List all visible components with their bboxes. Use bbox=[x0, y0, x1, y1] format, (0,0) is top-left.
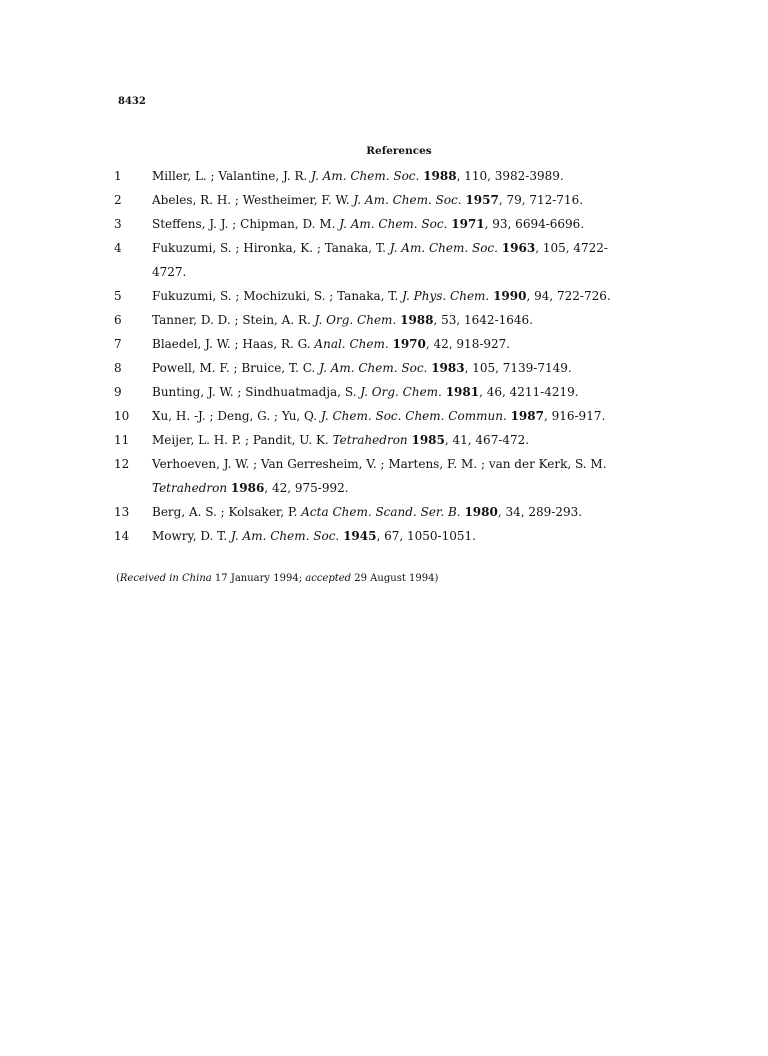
reference-year: 1970 bbox=[392, 337, 426, 351]
reference-number: 11 bbox=[114, 433, 130, 447]
reference-authors: Powell, M. F. ; Bruice, T. C. bbox=[152, 361, 316, 375]
reference-number: 9 bbox=[114, 385, 122, 399]
reference-journal: Tetrahedron bbox=[152, 481, 228, 495]
reference-number: 12 bbox=[114, 457, 130, 471]
reference-volume-pages: , 46, 4211-4219. bbox=[479, 385, 579, 399]
reference-authors: Xu, H. -J. ; Deng, G. ; Yu, Q. bbox=[152, 409, 318, 423]
reference-number: 4 bbox=[114, 241, 122, 255]
reference-journal: Anal. Chem. bbox=[314, 337, 389, 351]
reference-volume-pages: , 110, 3982-3989. bbox=[456, 169, 564, 183]
reference-number: 6 bbox=[114, 313, 122, 327]
received-label: Received in China bbox=[119, 573, 212, 584]
reference-number: 5 bbox=[114, 289, 122, 303]
reference-number: 8 bbox=[114, 361, 122, 375]
reference-year: 1985 bbox=[411, 433, 445, 447]
reference-volume-pages: , 53, 1642-1646. bbox=[433, 313, 533, 327]
reference-journal: J. Am. Chem. Soc. bbox=[231, 529, 340, 543]
reference-authors: Verhoeven, J. W. ; Van Gerresheim, V. ; Martens, F. M. ; van der Kerk, S. M. bbox=[152, 457, 607, 471]
reference-year: 1987 bbox=[510, 409, 544, 423]
reference-year: 1986 bbox=[230, 481, 265, 495]
reference-volume-pages: , 916-917. bbox=[543, 409, 606, 423]
reference-year: 1983 bbox=[431, 361, 465, 375]
reference-year: 1988 bbox=[423, 169, 457, 183]
reference-journal: J. Org. Chem. bbox=[314, 313, 397, 327]
reference-journal: J. Am. Chem. Soc. bbox=[353, 193, 462, 207]
reference-journal: J. Am. Chem. Soc. bbox=[339, 217, 448, 231]
reference-year: 1971 bbox=[451, 217, 485, 231]
reference-volume-pages: , 79, 712-716. bbox=[498, 193, 584, 207]
reference-number: 2 bbox=[114, 193, 122, 207]
reference-authors: Mowry, D. T. bbox=[152, 529, 228, 543]
reference-year: 1988 bbox=[400, 313, 434, 327]
reference-continuation: 4727. bbox=[152, 265, 187, 279]
reference-authors: Abeles, R. H. ; Westheimer, F. W. bbox=[152, 193, 350, 207]
references-heading: References bbox=[366, 145, 432, 157]
reference-volume-pages: , 42, 975-992. bbox=[264, 481, 349, 495]
reference-journal: J. Chem. Soc. Chem. Commun. bbox=[320, 409, 507, 423]
reference-authors: Fukuzumi, S. ; Hironka, K. ; Tanaka, T. bbox=[152, 241, 386, 255]
reference-year: 1945 bbox=[343, 529, 377, 543]
reference-journal: Tetrahedron bbox=[332, 433, 408, 447]
reference-volume-pages: , 94, 722-726. bbox=[526, 289, 611, 303]
reference-year: 1990 bbox=[493, 289, 527, 303]
reference-journal: J. Am. Chem. Soc. bbox=[319, 361, 428, 375]
reference-authors: Fukuzumi, S. ; Mochizuki, S. ; Tanaka, T. bbox=[152, 289, 399, 303]
reference-number: 7 bbox=[114, 337, 122, 351]
reference-volume-pages: , 105, 7139-7149. bbox=[464, 361, 572, 375]
reference-volume-pages: , 42, 918-927. bbox=[425, 337, 511, 351]
reference-authors: Meijer, L. H. P. ; Pandit, U. K. bbox=[152, 433, 329, 447]
reference-journal: J. Phys. Chem. bbox=[402, 289, 490, 303]
reference-number: 14 bbox=[114, 529, 130, 543]
page-number: 8432 bbox=[118, 96, 146, 107]
reference-volume-pages: , 67, 1050-1051. bbox=[376, 529, 476, 543]
reference-authors: Miller, L. ; Valantine, J. R. bbox=[152, 169, 308, 183]
reference-year: 1957 bbox=[465, 193, 499, 207]
reference-volume-pages: , 93, 6694-6696. bbox=[484, 217, 585, 231]
reference-volume-pages: , 105, 4722- bbox=[535, 241, 608, 255]
received-note: (Received in China 17 January 1994; accepted 29 August 1994) bbox=[116, 573, 439, 584]
reference-number: 1 bbox=[114, 169, 122, 183]
reference-year: 1980 bbox=[464, 505, 498, 519]
reference-year: 1963 bbox=[501, 241, 536, 255]
reference-journal: J. Am. Chem. Soc. bbox=[389, 241, 498, 255]
reference-number: 10 bbox=[114, 409, 130, 423]
reference-journal: Acta Chem. Scand. Ser. B. bbox=[301, 505, 461, 519]
reference-journal: J. Org. Chem. bbox=[360, 385, 442, 399]
reference-journal: J. Am. Chem. Soc. bbox=[311, 169, 420, 183]
accepted-label: accepted bbox=[305, 573, 352, 584]
reference-number: 3 bbox=[114, 217, 122, 231]
received-date: 17 January 1994; bbox=[214, 573, 303, 584]
reference-volume-pages: , 34, 289-293. bbox=[497, 505, 583, 519]
reference-authors: Berg, A. S. ; Kolsaker, P. bbox=[152, 505, 298, 519]
reference-year: 1981 bbox=[445, 385, 480, 399]
reference-authors: Bunting, J. W. ; Sindhuatmadja, S. bbox=[152, 385, 357, 399]
reference-authors: Steffens, J. J. ; Chipman, D. M. bbox=[152, 217, 336, 231]
reference-authors: Blaedel, J. W. ; Haas, R. G. bbox=[152, 337, 311, 351]
accepted-date: 29 August 1994 bbox=[354, 573, 435, 584]
reference-authors: Tanner, D. D. ; Stein, A. R. bbox=[152, 313, 311, 327]
reference-number: 13 bbox=[114, 505, 130, 519]
reference-volume-pages: , 41, 467-472. bbox=[444, 433, 530, 447]
